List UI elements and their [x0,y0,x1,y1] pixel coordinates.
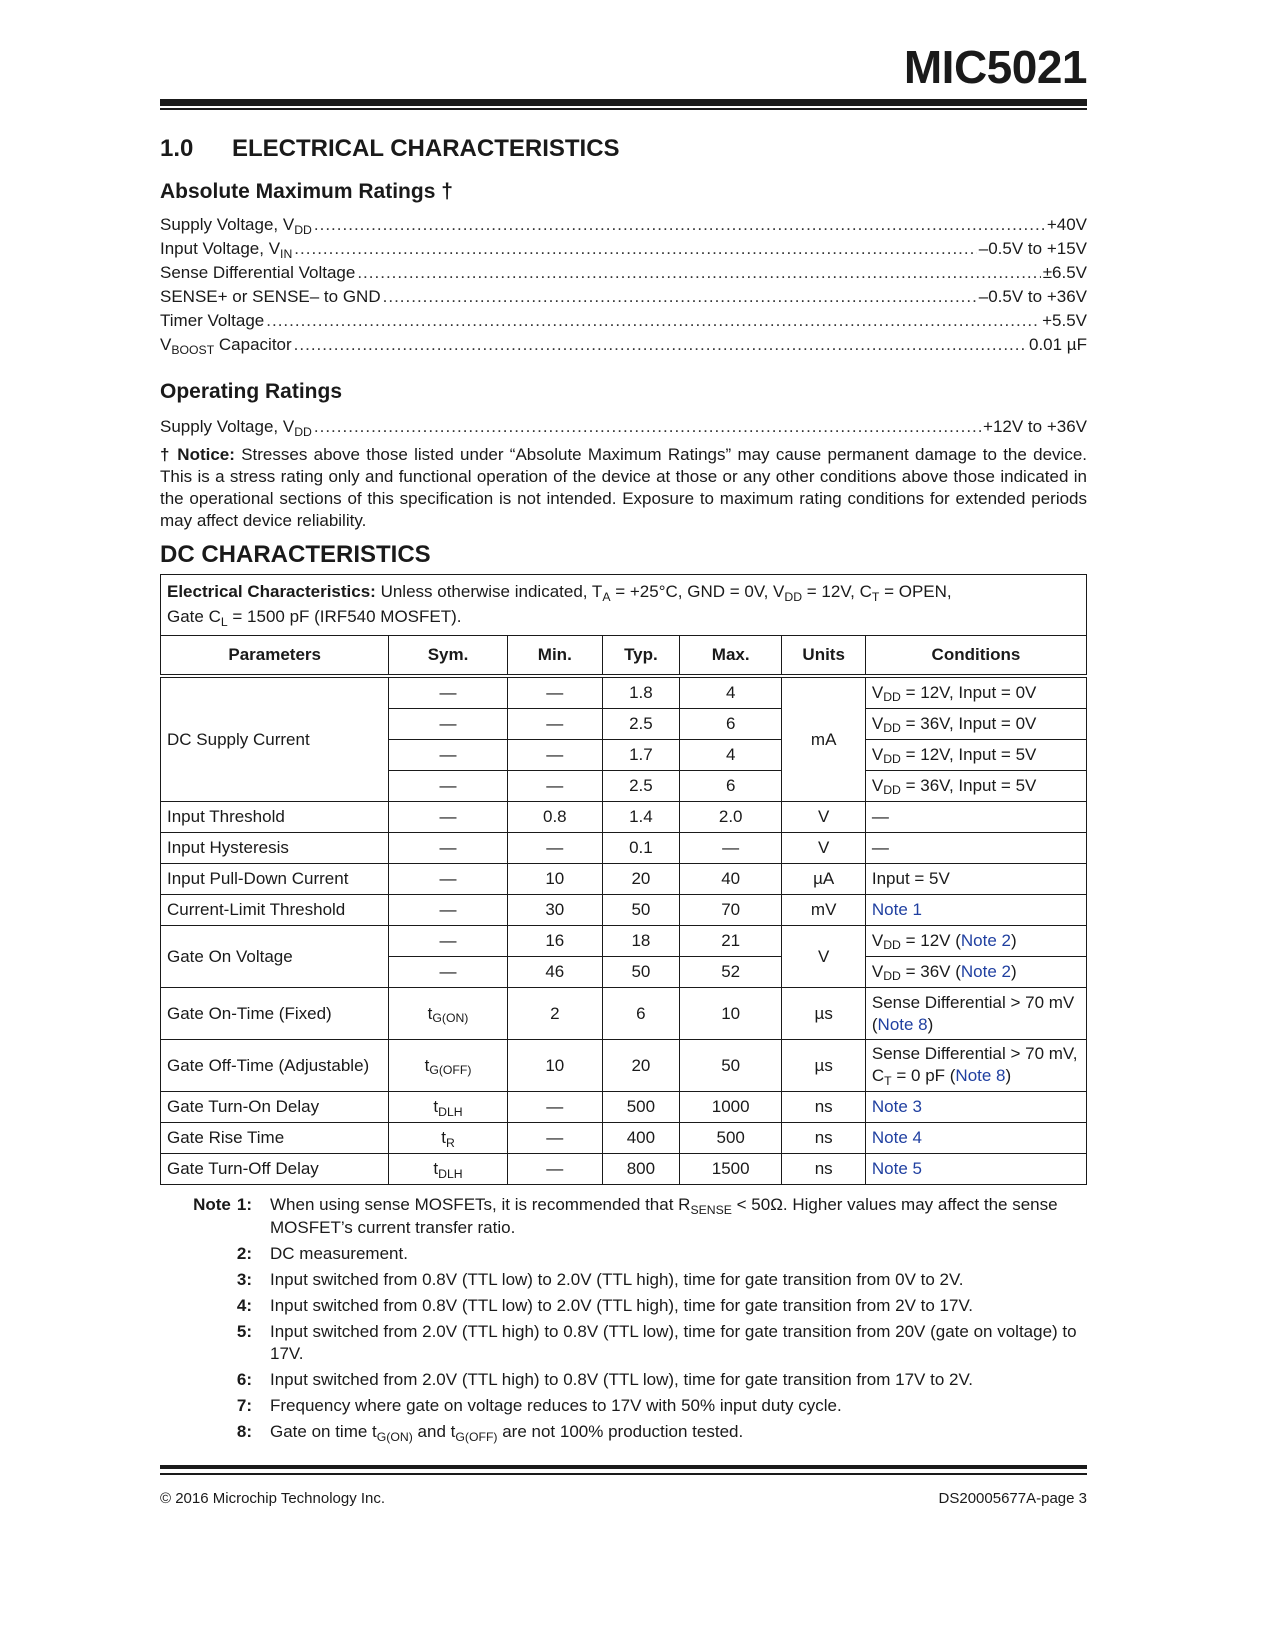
rating-row [160,335,1087,359]
subscript: SENSE [690,1202,732,1217]
symbol-cell [389,988,507,1040]
note-link[interactable]: Note 2 [960,961,1011,981]
typ-cell: 500 [602,1092,679,1123]
text-segment: SENSE+ or SENSE– to GND [160,287,381,306]
units-cell: µs [782,1040,865,1092]
parameter-cell: Input Threshold [161,802,389,833]
column-header: Max. [679,636,782,677]
note-index: 6: [236,1370,252,1389]
subscript: DD [883,783,901,798]
dc-heading: DC CHARACTERISTICS [160,541,431,568]
text-segment: = +25°C, GND = 0V, V [610,582,785,601]
units-cell: ns [782,1154,865,1185]
table-row [161,1154,1087,1185]
parameter-cell: DC Supply Current [161,676,389,802]
parameter-cell: Gate Turn-On Delay [161,1092,389,1123]
text-segment: V [871,744,884,764]
table-row [161,926,1087,957]
text-segment: = OPEN, [879,582,952,601]
symbol-cell [389,740,507,771]
section-title-text: ELECTRICAL CHARACTERISTICS [232,135,620,162]
subscript: G(OFF) [455,1429,498,1444]
min-cell: 30 [507,895,602,926]
max-cell: 70 [679,895,782,926]
symbol-cell [389,1040,507,1092]
note-number [166,1243,252,1265]
subscript: DLH [438,1166,463,1181]
text-segment: = 12V, C [802,582,872,601]
symbol-cell [389,676,507,709]
text-segment: = 1500 pF (IRF540 MOSFET). [227,607,462,626]
min-cell: — [507,1123,602,1154]
note-index: 5: [236,1322,252,1341]
dot-leader [294,239,976,259]
symbol-cell [389,957,507,988]
max-cell: 4 [679,676,782,709]
typ-cell: 2.5 [602,709,679,740]
conditions-cell [865,833,1086,864]
typ-cell: 20 [602,1040,679,1092]
symbol-cell [389,1154,507,1185]
rating-row [160,311,1087,335]
typ-cell: 6 [602,988,679,1040]
rating-row [160,417,1087,441]
note-number [166,1321,252,1365]
min-cell: — [507,740,602,771]
conditions-cell [865,802,1086,833]
note-item [166,1295,1086,1317]
typ-cell: 1.7 [602,740,679,771]
subscript: L [220,614,228,629]
parameter-cell: Input Hysteresis [161,833,389,864]
symbol-cell [389,864,507,895]
dot-leader [314,417,981,437]
subscript: DD [294,222,312,237]
footer-rule-thin [160,1473,1087,1475]
note-number [166,1269,252,1291]
text-segment: — [439,776,457,795]
notes-list [166,1194,1086,1448]
text-segment: Unless otherwise indicated, T [375,582,603,601]
text-segment: = 12V, Input = 0V [900,682,1037,702]
rating-label [160,335,292,355]
dot-leader [357,263,1040,283]
text-segment: — [439,714,457,733]
subscript: T [871,589,880,604]
subscript: G(OFF) [429,1063,472,1078]
max-cell: 6 [679,771,782,802]
parameter-cell: Gate Off-Time (Adjustable) [161,1040,389,1092]
note-link[interactable]: Note 8 [955,1066,1006,1085]
conditions-cell [865,771,1086,802]
column-header: Min. [507,636,602,677]
text-segment: V [871,682,884,702]
note-item [166,1395,1086,1417]
text-segment: t [427,1003,433,1023]
note-item [166,1369,1086,1391]
dot-leader [383,287,977,307]
text-segment: — [871,807,889,826]
text-segment: ) [1005,1066,1012,1085]
rating-label [160,239,292,259]
note-index: 2: [236,1244,252,1263]
rating-value: –0.5V to +36V [978,287,1087,306]
conditions-cell [865,740,1086,771]
conditions-cell [865,676,1086,709]
note-index: 8: [236,1422,252,1441]
header-rule [160,99,1087,106]
note-text [252,1369,1086,1391]
max-cell: — [679,833,782,864]
operating-ratings-heading: Operating Ratings [160,380,343,403]
caption-label: Electrical Characteristics: [167,582,376,601]
text-segment: Supply Voltage, V [160,215,295,234]
subscript: G(ON) [376,1429,413,1444]
subscript: DD [883,969,901,984]
conditions-cell [865,709,1086,740]
note-link[interactable]: Note 4 [871,1128,922,1147]
column-header: Units [782,636,865,677]
text-segment: — [439,962,457,981]
table-row [161,1092,1087,1123]
rating-label [160,417,312,437]
typ-cell: 50 [602,957,679,988]
note-link[interactable]: Note 1 [871,900,922,919]
subscript: BOOST [171,342,215,357]
note-item [166,1269,1086,1291]
note-item [166,1243,1086,1265]
text-segment: Capacitor [214,335,292,354]
subscript: DD [294,424,312,439]
parameter-cell: Gate Turn-Off Delay [161,1154,389,1185]
max-cell: 50 [679,1040,782,1092]
note-index: 3: [236,1270,252,1289]
text-segment: V [160,335,172,354]
section-number: 1.0 [160,135,194,162]
note-index: 1: [236,1195,252,1214]
table-header-row [161,636,1087,677]
text-segment: When using sense MOSFETs, it is recommended that R [270,1195,691,1214]
parameter-cell: Input Pull-Down Current [161,864,389,895]
text-segment: = 36V ( [900,961,961,981]
note-item [166,1194,1086,1239]
note-text [252,1321,1086,1365]
symbol-cell [389,895,507,926]
typ-cell: 800 [602,1154,679,1185]
units-cell: µA [782,864,865,895]
symbol-cell [389,833,507,864]
rating-value: +40V [1046,215,1087,234]
max-cell: 40 [679,864,782,895]
text-segment: Frequency where gate on voltage reduces to 17V with 50% input duty cycle. [270,1396,842,1415]
rating-label [160,215,312,235]
note-number [166,1421,252,1444]
typ-cell: 2.5 [602,771,679,802]
note-text [252,1269,1086,1291]
note-link[interactable]: Note 2 [960,930,1011,950]
parameter-cell: Gate On-Time (Fixed) [161,988,389,1040]
text-segment: Input switched from 2.0V (TTL high) to 0.8V (TTL low), time for gate transition from 17V to 2V. [270,1370,973,1389]
min-cell: — [507,676,602,709]
dot-leader [266,311,1040,331]
max-cell: 10 [679,988,782,1040]
note-link[interactable]: Note 8 [877,1014,928,1034]
typ-cell: 1.4 [602,802,679,833]
subscript: DD [883,690,901,705]
column-header: Sym. [389,636,507,677]
note-number [166,1369,252,1391]
rating-row [160,215,1087,239]
max-cell: 6 [679,709,782,740]
text-segment: ) [1011,930,1017,950]
subscript: T [884,1073,892,1088]
rating-value: –0.5V to +15V [978,239,1087,258]
table-row [161,864,1087,895]
note-number [166,1395,252,1417]
table-row [161,895,1087,926]
rating-row [160,239,1087,263]
subscript: DD [784,589,803,604]
conditions-cell [865,1040,1086,1092]
text-segment: — [439,745,457,764]
conditions-cell [865,1123,1086,1154]
subscript: DD [883,721,901,736]
rating-label [160,263,355,283]
min-cell: — [507,771,602,802]
rating-row [160,287,1087,311]
dot-leader [294,335,1027,355]
text-segment: Input switched from 0.8V (TTL low) to 2.0V (TTL high), time for gate transition from 0V to 2V. [270,1270,964,1289]
typ-cell: 18 [602,926,679,957]
text-segment: t [433,1159,439,1178]
notice-text: Stresses above those listed under “Absolute Maximum Ratings” may cause permanent damage to the device. This is a stress rating only and functional operation of the device at those or any other conditions above those indicated in the operational sections of this specification is not intended. Exposure to maximum rating conditions for extended periods may affect device reliability. [160,445,1087,530]
text-segment: Gate on time t [270,1422,377,1441]
text-segment: V [871,961,884,981]
table-row [161,1123,1087,1154]
column-header: Parameters [161,636,389,677]
note-word: Note [193,1195,231,1214]
text-segment: — [439,900,457,919]
symbol-cell [389,1123,507,1154]
units-cell: µs [782,988,865,1040]
text-segment: Sense Differential > 70 mV ( [871,992,1075,1034]
typ-cell: 400 [602,1123,679,1154]
text-segment: = 36V, Input = 5V [900,775,1037,795]
min-cell: 16 [507,926,602,957]
symbol-cell [389,926,507,957]
text-segment: — [439,807,457,826]
conditions-cell [865,926,1086,957]
text-segment: < 50Ω. Higher values may affect the sense MOSFET’s current transfer ratio. [270,1195,1058,1237]
units-cell: mA [782,676,865,802]
text-segment: — [439,931,457,950]
max-cell: 21 [679,926,782,957]
text-segment: Gate C [167,607,221,626]
column-header: Typ. [602,636,679,677]
text-segment: and t [412,1422,456,1441]
units-cell: ns [782,1123,865,1154]
conditions-cell [865,1154,1086,1185]
text-segment: — [439,838,457,857]
min-cell: 2 [507,988,602,1040]
footer-rule [160,1465,1087,1469]
text-segment: Sense Differential Voltage [160,263,356,282]
conditions-cell [865,864,1086,895]
text-segment: = 12V, Input = 5V [900,744,1037,764]
parameter-cell: Gate On Voltage [161,926,389,988]
section-title [160,135,620,163]
subscript: DD [883,752,901,767]
text-segment: Supply Voltage, V [160,417,295,436]
subscript: G(ON) [432,1011,469,1026]
symbol-cell [389,709,507,740]
parameter-cell: Current-Limit Threshold [161,895,389,926]
text-segment: V [871,930,884,950]
table-caption [161,575,1087,636]
subscript: R [445,1135,455,1150]
text-segment: — [439,869,457,888]
column-header: Conditions [865,636,1086,677]
conditions-cell [865,1092,1086,1123]
max-cell: 500 [679,1123,782,1154]
text-segment: Timer Voltage [160,311,265,330]
note-text [252,1295,1086,1317]
subscript: IN [280,246,293,261]
text-segment: Input Voltage, V [160,239,281,258]
min-cell: — [507,833,602,864]
units-cell: V [782,802,865,833]
conditions-cell [865,895,1086,926]
notice-label: † Notice: [160,445,235,464]
max-cell: 52 [679,957,782,988]
text-segment: Input switched from 0.8V (TTL low) to 2.0V (TTL high), time for gate transition from 2V to 17V. [270,1296,973,1315]
conditions-cell [865,957,1086,988]
table-row [161,833,1087,864]
text-segment: Input = 5V [871,869,950,888]
typ-cell: 1.8 [602,676,679,709]
rating-label [160,311,264,331]
dot-leader [314,215,1045,235]
text-segment: = 12V ( [900,930,961,950]
abs-max-heading: Absolute Maximum Ratings † [160,180,453,203]
conditions-cell [865,988,1086,1040]
table-row [161,988,1087,1040]
subscript: A [602,589,611,604]
note-text [252,1194,1086,1239]
min-cell: — [507,1092,602,1123]
typ-cell: 20 [602,864,679,895]
note-item [166,1321,1086,1365]
min-cell: 10 [507,864,602,895]
document-title: MIC5021 [903,41,1087,93]
notice-paragraph [160,444,1087,532]
text-segment: — [871,838,889,857]
typ-cell: 50 [602,895,679,926]
units-cell: mV [782,895,865,926]
note-text [252,1243,1086,1265]
text-segment: V [871,775,884,795]
symbol-cell [389,1092,507,1123]
note-number [166,1295,252,1317]
table-row [161,802,1087,833]
rating-label [160,287,381,307]
units-cell: V [782,926,865,988]
max-cell: 1000 [679,1092,782,1123]
copyright: © 2016 Microchip Technology Inc. [160,1490,386,1507]
text-segment: V [871,713,884,733]
symbol-cell [389,771,507,802]
min-cell: 46 [507,957,602,988]
note-link[interactable]: Note 3 [871,1097,922,1116]
max-cell: 4 [679,740,782,771]
min-cell: — [507,1154,602,1185]
subscript: DLH [438,1104,463,1119]
text-segment: Input switched from 2.0V (TTL high) to 0.8V (TTL low), time for gate transition from 20V (gate on voltage) to 17V. [270,1322,1077,1363]
subscript: DD [883,938,901,953]
note-number [166,1194,252,1239]
rating-value: ±6.5V [1042,263,1087,282]
table-row [161,676,1087,709]
page-number: DS20005677A-page 3 [938,1490,1087,1507]
units-cell: ns [782,1092,865,1123]
text-segment: ) [1011,961,1017,981]
text-segment: = 0 pF ( [891,1066,956,1085]
text-segment: Sense Differential > 70 mV, C [871,1044,1078,1085]
typ-cell: 0.1 [602,833,679,864]
note-text [252,1395,1086,1417]
parameter-cell: Gate Rise Time [161,1123,389,1154]
rating-value: +12V to +36V [983,417,1087,436]
note-index: 4: [236,1296,252,1315]
rating-value: +5.5V [1042,311,1087,330]
text-segment: = 36V, Input = 0V [900,713,1037,733]
text-segment: ) [927,1014,934,1034]
text-segment: t [441,1128,446,1147]
dc-characteristics-table [160,574,1087,1185]
note-text [252,1421,1086,1444]
text-segment: DC measurement. [270,1244,408,1263]
rating-value: 0.01 µF [1029,335,1087,354]
text-segment: are not 100% production tested. [497,1422,744,1441]
max-cell: 2.0 [679,802,782,833]
min-cell: — [507,709,602,740]
min-cell: 0.8 [507,802,602,833]
table-row [161,1040,1087,1092]
note-index: 7: [236,1396,252,1415]
units-cell: V [782,833,865,864]
min-cell: 10 [507,1040,602,1092]
note-link[interactable]: Note 5 [871,1159,922,1178]
header-rule-thin [160,108,1087,110]
note-item [166,1421,1086,1444]
text-segment: t [433,1097,439,1116]
text-segment: t [424,1055,430,1075]
symbol-cell [389,802,507,833]
text-segment: — [439,683,457,702]
max-cell: 1500 [679,1154,782,1185]
rating-row [160,263,1087,287]
